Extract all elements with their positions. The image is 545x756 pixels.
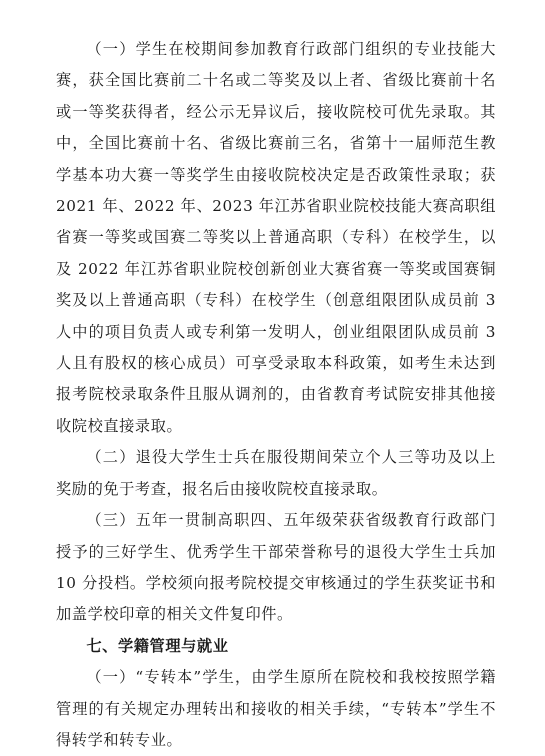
paragraph-awards-competitions: （一）学生在校期间参加教育行政部门组织的专业技能大赛，获全国比赛前二十名或二等奖及以上者、省级比赛前十名或一等奖获得者，经公示无异议后，接收院校可优先录取。其中，全国比赛前十名、省级比赛前三名，省第十一届师范生教学基本功大赛一等奖学生由接收院校决定是否政策性录取；获 2021 年、2022 年、2023 年江苏省职业院校技能大赛高职组省赛一等奖或国赛二等奖以上普通高职（专科）在校学生，以及 2022 年江苏省职业院校创新创业大赛省赛一等奖或国赛铜奖及以上普通高职（专科）在校学生（创意组限团队成员前 3 人中的项目负责人或专利第一发明人，创业组限团队成员前 3 人且有股权的核心成员）可享受录取本科政策，如考生未达到报考院校录取条件且服从调剂的，由省教育考试院安排其他接收院校直接录取。 (56, 40, 496, 435)
section-heading-enrollment-employment: 七、学籍管理与就业 (86, 636, 229, 655)
paragraph-veteran-soldiers: （二）退役大学生士兵在服役期间荣立个人三等功及以上奖励的免于考查，报名后由接收院校直接录取。 (56, 448, 496, 498)
paragraph-five-year-program: （三）五年一贯制高职四、五年级荣获省级教育行政部门授予的三好学生、优秀学生干部荣誉称号的退役大学生士兵加 10 分投档。学校须向报考院校提交审核通过的学生获奖证书和加盖学校印章的相关文件复印件。 (56, 511, 496, 624)
document-page (56, 34, 496, 756)
paragraph-student-status: （一）“专转本”学生，由学生原所在院校和我校按照学籍管理的有关规定办理转出和接收的相关手续，“专转本”学生不得转学和转专业。 (56, 668, 496, 749)
